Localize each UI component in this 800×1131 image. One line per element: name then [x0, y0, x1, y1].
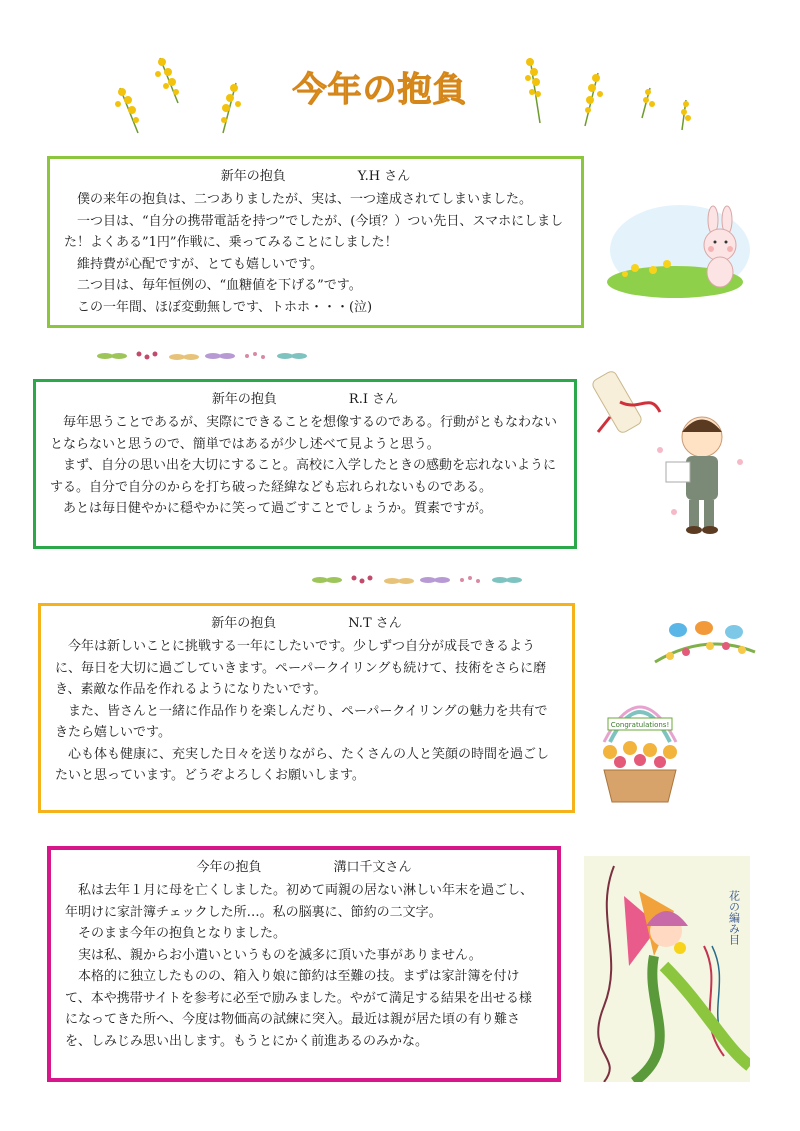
entry-paragraph: 一つ目は、“自分の携帯電話を持つ”でしたが、(今頃？）つい先日、スマホにしました！よくある”1円”作戦に、乗ってみることにしました！: [64, 213, 564, 250]
birds-flowers-illustration: [650, 612, 760, 672]
entry-author: R.I さん: [348, 392, 399, 407]
entry-paragraph: 毎年思うことであるが、実際にできることを想像するのである。行動がともなわないとならないと思うので、簡単ではあるが少し述べて見ようと思う。: [50, 415, 558, 452]
entry-paragraph: 維持費が心配ですが、とても嬉しいです。: [77, 256, 323, 272]
entry-paragraph: 二つ目は、毎年恒例の、“血糖値を下げる”です。: [77, 278, 362, 293]
entry-header: [64, 167, 567, 187]
bunny-illustration: [605, 190, 755, 300]
entry-heading: 新年の抱負: [220, 169, 286, 184]
artwork-caption: 花の編み目: [727, 890, 741, 945]
entry-paragraph: 僕の来年の抱負は、二つありましたが、実は、一つ達成されてしまいました。: [77, 192, 533, 207]
entry-header: [55, 614, 558, 634]
page-title: 今年の抱負: [292, 70, 468, 110]
mimosa-decoration-left: [108, 48, 258, 138]
entry-paragraph: 心も体も健康に、充実した日々を送りながら、たくさんの人と笑顔の時間を過ごしたいと思っています。どうぞよろしくお願いします。: [55, 746, 550, 783]
entry-box-4: [47, 846, 561, 1082]
entry-paragraph: あとは毎日健やかに穏やかに笑って過ごすことでしょうか。質素ですが。: [63, 501, 493, 516]
entry-paragraph: 本格的に独立したものの、箱入り娘に節約は至難の技。まずは家計簿を付けて、本や携帯サイトを参考に必至で励みました。やがて満足する結果を出せる様になってきた所へ、今度は物価高の試練に突入。最近は親が居た頃の有り難さを、しみじみ思い出します。もうとにかく前進あるのみかな。: [65, 969, 532, 1049]
mimosa-decoration-right: [510, 48, 700, 138]
entry-paragraph: 私は去年１月に母を亡くしました。初めて両親の居ない淋しい年末を過ごし、年明けに家計簿チェックした所…。私の脳裏に、節約の二文字。: [65, 883, 534, 920]
leaf-divider: [310, 570, 530, 590]
entry-box-3: [38, 603, 575, 813]
entry-box-2: [33, 379, 577, 549]
entry-paragraph: そのまま今年の抱負となりました。: [78, 926, 287, 941]
entry-header: [65, 858, 543, 878]
entry-paragraph: 今年は新しいことに挑戦する一年にしたいです。少しずつ自分が成長できるように、毎日を大切に過ごしていきます。ペーパークイリングも続けて、技術をさらに磨き、素敵な作品を作れるようになりたいです。: [55, 639, 547, 697]
entry-author: Y.H さん: [357, 169, 411, 184]
entry-box-1: [47, 156, 584, 328]
entry-author: N.T さん: [348, 616, 402, 631]
entry-paragraph: また、皆さんと一緒に作品作りを楽しんだり、ペーパークイリングの魅力を共有できたら嬉しいです。: [55, 703, 548, 740]
entry-paragraph: まず、自分の思い出を大切にすること。高校に入学したときの感動を忘れないようにする。自分で自分のからを打ち破った経緯なども忘れられないものである。: [50, 458, 556, 495]
flower-basket-illustration: [590, 682, 690, 807]
entry-heading: 今年の抱負: [196, 860, 262, 875]
entry-heading: 新年の抱負: [211, 616, 277, 631]
leaf-divider: [95, 346, 315, 366]
entry-paragraph: この一年間、ほぼ変動無しです、トホホ・・・(泣): [77, 299, 373, 315]
entry-heading: 新年の抱負: [211, 392, 277, 407]
graduate-boy-illustration: [590, 362, 760, 542]
entry-author: 溝口千文さん: [333, 860, 412, 875]
entry-header: [50, 390, 560, 410]
flower-fairy-artwork: [584, 856, 750, 1082]
entry-paragraph: 実は私、親からお小遣いというものを滅多に頂いた事がありません。: [78, 947, 482, 963]
banner-text: Congratulations!: [610, 721, 670, 729]
